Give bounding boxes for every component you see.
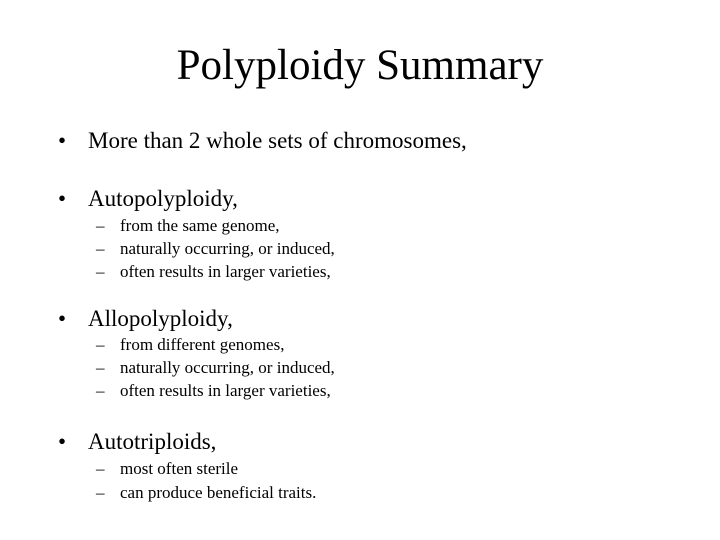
bullet-item-2 xyxy=(58,185,238,213)
sub-item-text: can produce beneficial traits. xyxy=(120,483,317,502)
bullet-text: Autotriploids, xyxy=(88,429,217,454)
sub-item-text: often results in larger varieties, xyxy=(120,381,331,400)
dash-glyph: – xyxy=(96,335,105,354)
sub-item xyxy=(96,237,335,260)
sub-item-text: naturally occurring, or induced, xyxy=(120,358,335,377)
dash-glyph: – xyxy=(96,216,105,235)
dash-glyph: – xyxy=(96,483,105,502)
sub-item xyxy=(96,214,280,237)
bullet-glyph: • xyxy=(58,429,67,454)
sub-item xyxy=(96,260,331,283)
bullet-item-4 xyxy=(58,428,216,456)
dash-glyph: – xyxy=(96,239,105,258)
sub-item-text: from different genomes, xyxy=(120,335,285,354)
dash-glyph: – xyxy=(96,381,105,400)
sub-item xyxy=(96,333,284,356)
bullet-glyph: • xyxy=(58,128,67,153)
bullet-glyph: • xyxy=(58,186,67,211)
bullet-text: Autopolyploidy, xyxy=(88,186,238,211)
sub-item xyxy=(96,379,331,402)
bullet-glyph: • xyxy=(58,306,67,331)
bullet-item-3 xyxy=(58,305,233,333)
bullet-item-1 xyxy=(58,127,467,155)
dash-glyph: – xyxy=(96,459,105,478)
slide-title: Polyploidy Summary xyxy=(176,42,544,89)
sub-item-text: most often sterile xyxy=(120,459,239,478)
dash-glyph: – xyxy=(96,262,105,281)
bullet-text: More than 2 whole sets of chromosomes, xyxy=(88,128,467,153)
dash-glyph: – xyxy=(96,358,105,377)
sub-item xyxy=(96,356,335,379)
sub-item-text: from the same genome, xyxy=(120,216,280,235)
sub-item-text: naturally occurring, or induced, xyxy=(120,239,335,258)
bullet-text: Allopolyploidy, xyxy=(88,306,233,331)
sub-item xyxy=(96,481,316,504)
sub-item-text: often results in larger varieties, xyxy=(120,262,331,281)
sub-item xyxy=(96,457,238,480)
